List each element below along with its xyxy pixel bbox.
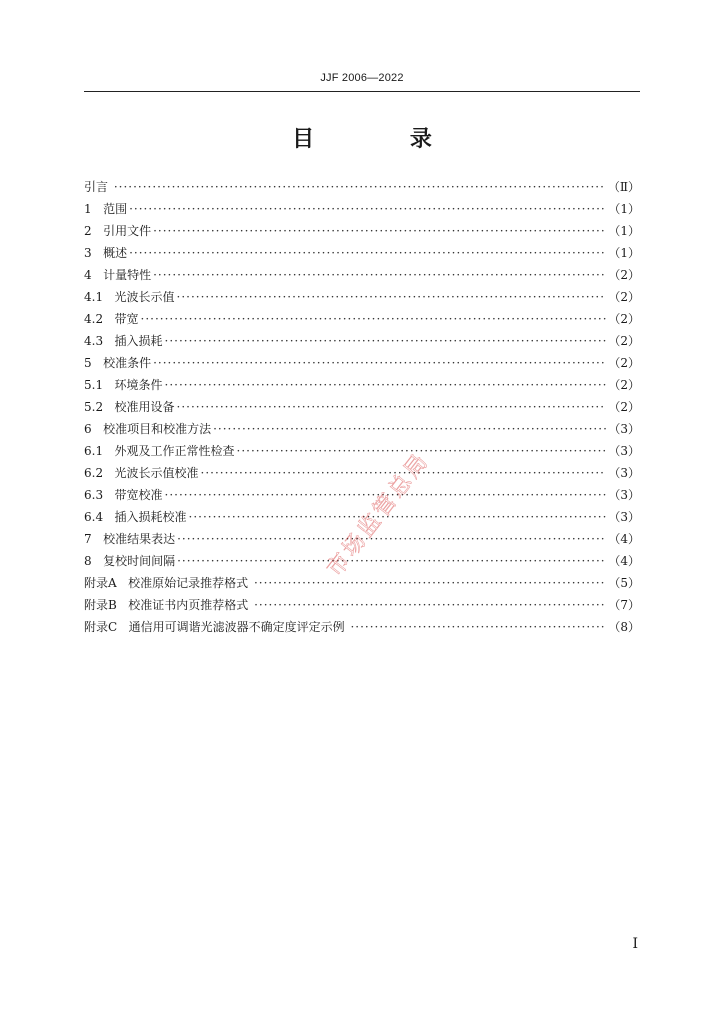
toc-entry-label: 1 范围 [84,202,128,216]
toc-dot-leader [141,308,607,330]
toc-entry[interactable] [84,330,640,352]
toc-entry-label: 3 概述 [84,246,128,260]
toc-dot-leader [201,462,607,484]
toc-entry[interactable] [84,572,640,594]
toc-entry-label: 5 校准条件 [84,356,152,370]
toc-entry-page: （1） [608,224,640,238]
toc-entry-page: （1） [608,246,640,260]
toc-entry[interactable] [84,264,640,286]
toc-entry-label: 5.1 环境条件 [84,378,163,392]
toc-entry-label: 4 计量特性 [84,268,152,282]
toc-entry-label: 附录C 通信用可调谐光滤波器不确定度评定示例 [84,620,349,634]
toc-entry[interactable] [84,616,640,638]
toc-entry-page: （3） [608,444,640,458]
toc-entry-label: 6.1 外观及工作正常性检查 [84,444,235,458]
toc-entry-label: 6.4 插入损耗校准 [84,510,187,524]
toc-entry-label: 引言 [84,180,112,194]
toc-entry[interactable] [84,594,640,616]
toc-dot-leader [177,550,606,572]
toc-entry-page: （4） [608,532,640,546]
toc-entry[interactable] [84,484,640,506]
toc-entry-label: 附录A 校准原始记录推荐格式 [84,576,252,590]
toc-entry-page: （2） [608,290,640,304]
toc-dot-leader [177,396,607,418]
toc-entry-page: （2） [608,268,640,282]
document-code-header: JJF 2006—2022 [320,72,404,84]
toc-entry[interactable] [84,374,640,396]
toc-entry-page: （2） [608,356,640,370]
toc-entry-page: （3） [608,488,640,502]
toc-entry-label: 2 引用文件 [84,224,152,238]
toc-entry-page: （Ⅱ） [607,180,640,194]
toc-entry-page: （1） [608,202,640,216]
toc-dot-leader [165,330,607,352]
toc-dot-leader [165,374,607,396]
toc-dot-leader [177,286,607,308]
toc-entry-label: 6.2 光波长示值校准 [84,466,199,480]
toc-entry-label: 4.2 带宽 [84,312,139,326]
toc-entry-page: （5） [608,576,640,590]
toc-dot-leader [254,594,606,616]
toc-entry[interactable] [84,220,640,242]
toc-entry-page: （2） [608,400,640,414]
toc-entry[interactable] [84,242,640,264]
toc-dot-leader [165,484,607,506]
toc-dot-leader [153,264,606,286]
toc-title: 目 录 [292,127,476,152]
toc-entry-page: （3） [608,510,640,524]
toc-dot-leader [350,616,606,638]
toc-dot-leader [129,198,606,220]
toc-entry-label: 4.3 插入损耗 [84,334,163,348]
toc-entry-label: 6.3 带宽校准 [84,488,163,502]
toc-entry[interactable] [84,462,640,484]
toc-entry[interactable] [84,506,640,528]
toc-entry[interactable] [84,528,640,550]
header-rule [84,91,640,92]
toc-entry[interactable] [84,440,640,462]
toc-entry[interactable] [84,176,640,198]
toc-entry[interactable] [84,550,640,572]
toc-dot-leader [237,440,607,462]
toc-entry-label: 附录B 校准证书内页推荐格式 [84,598,253,612]
toc-dot-leader [254,572,606,594]
toc-dot-leader [213,418,606,440]
toc-dot-leader [177,528,606,550]
toc-entry[interactable] [84,308,640,330]
toc-entry-page: （2） [608,312,640,326]
toc-entry[interactable] [84,418,640,440]
toc-dot-leader [129,242,606,264]
toc-entry-page: （7） [608,598,640,612]
toc-entry-page: （8） [608,620,640,634]
watermark-stamp: 市场监管总局 [322,447,435,582]
toc-entry-page: （3） [608,422,640,436]
toc-entry-page: （4） [608,554,640,568]
page-number: I [632,936,638,952]
table-of-contents [84,176,640,638]
toc-dot-leader [153,352,606,374]
toc-dot-leader [114,176,606,198]
toc-entry[interactable] [84,286,640,308]
toc-entry-label: 7 校准结果表达 [84,532,176,546]
toc-entry-page: （2） [608,334,640,348]
toc-entry-page: （2） [608,378,640,392]
toc-entry-label: 6 校准项目和校准方法 [84,422,212,436]
toc-entry-page: （3） [608,466,640,480]
toc-entry-label: 8 复校时间间隔 [84,554,176,568]
toc-entry[interactable] [84,198,640,220]
toc-entry-label: 5.2 校准用设备 [84,400,175,414]
toc-entry[interactable] [84,352,640,374]
toc-entry[interactable] [84,396,640,418]
toc-dot-leader [189,506,607,528]
toc-dot-leader [153,220,606,242]
toc-entry-label: 4.1 光波长示值 [84,290,175,304]
